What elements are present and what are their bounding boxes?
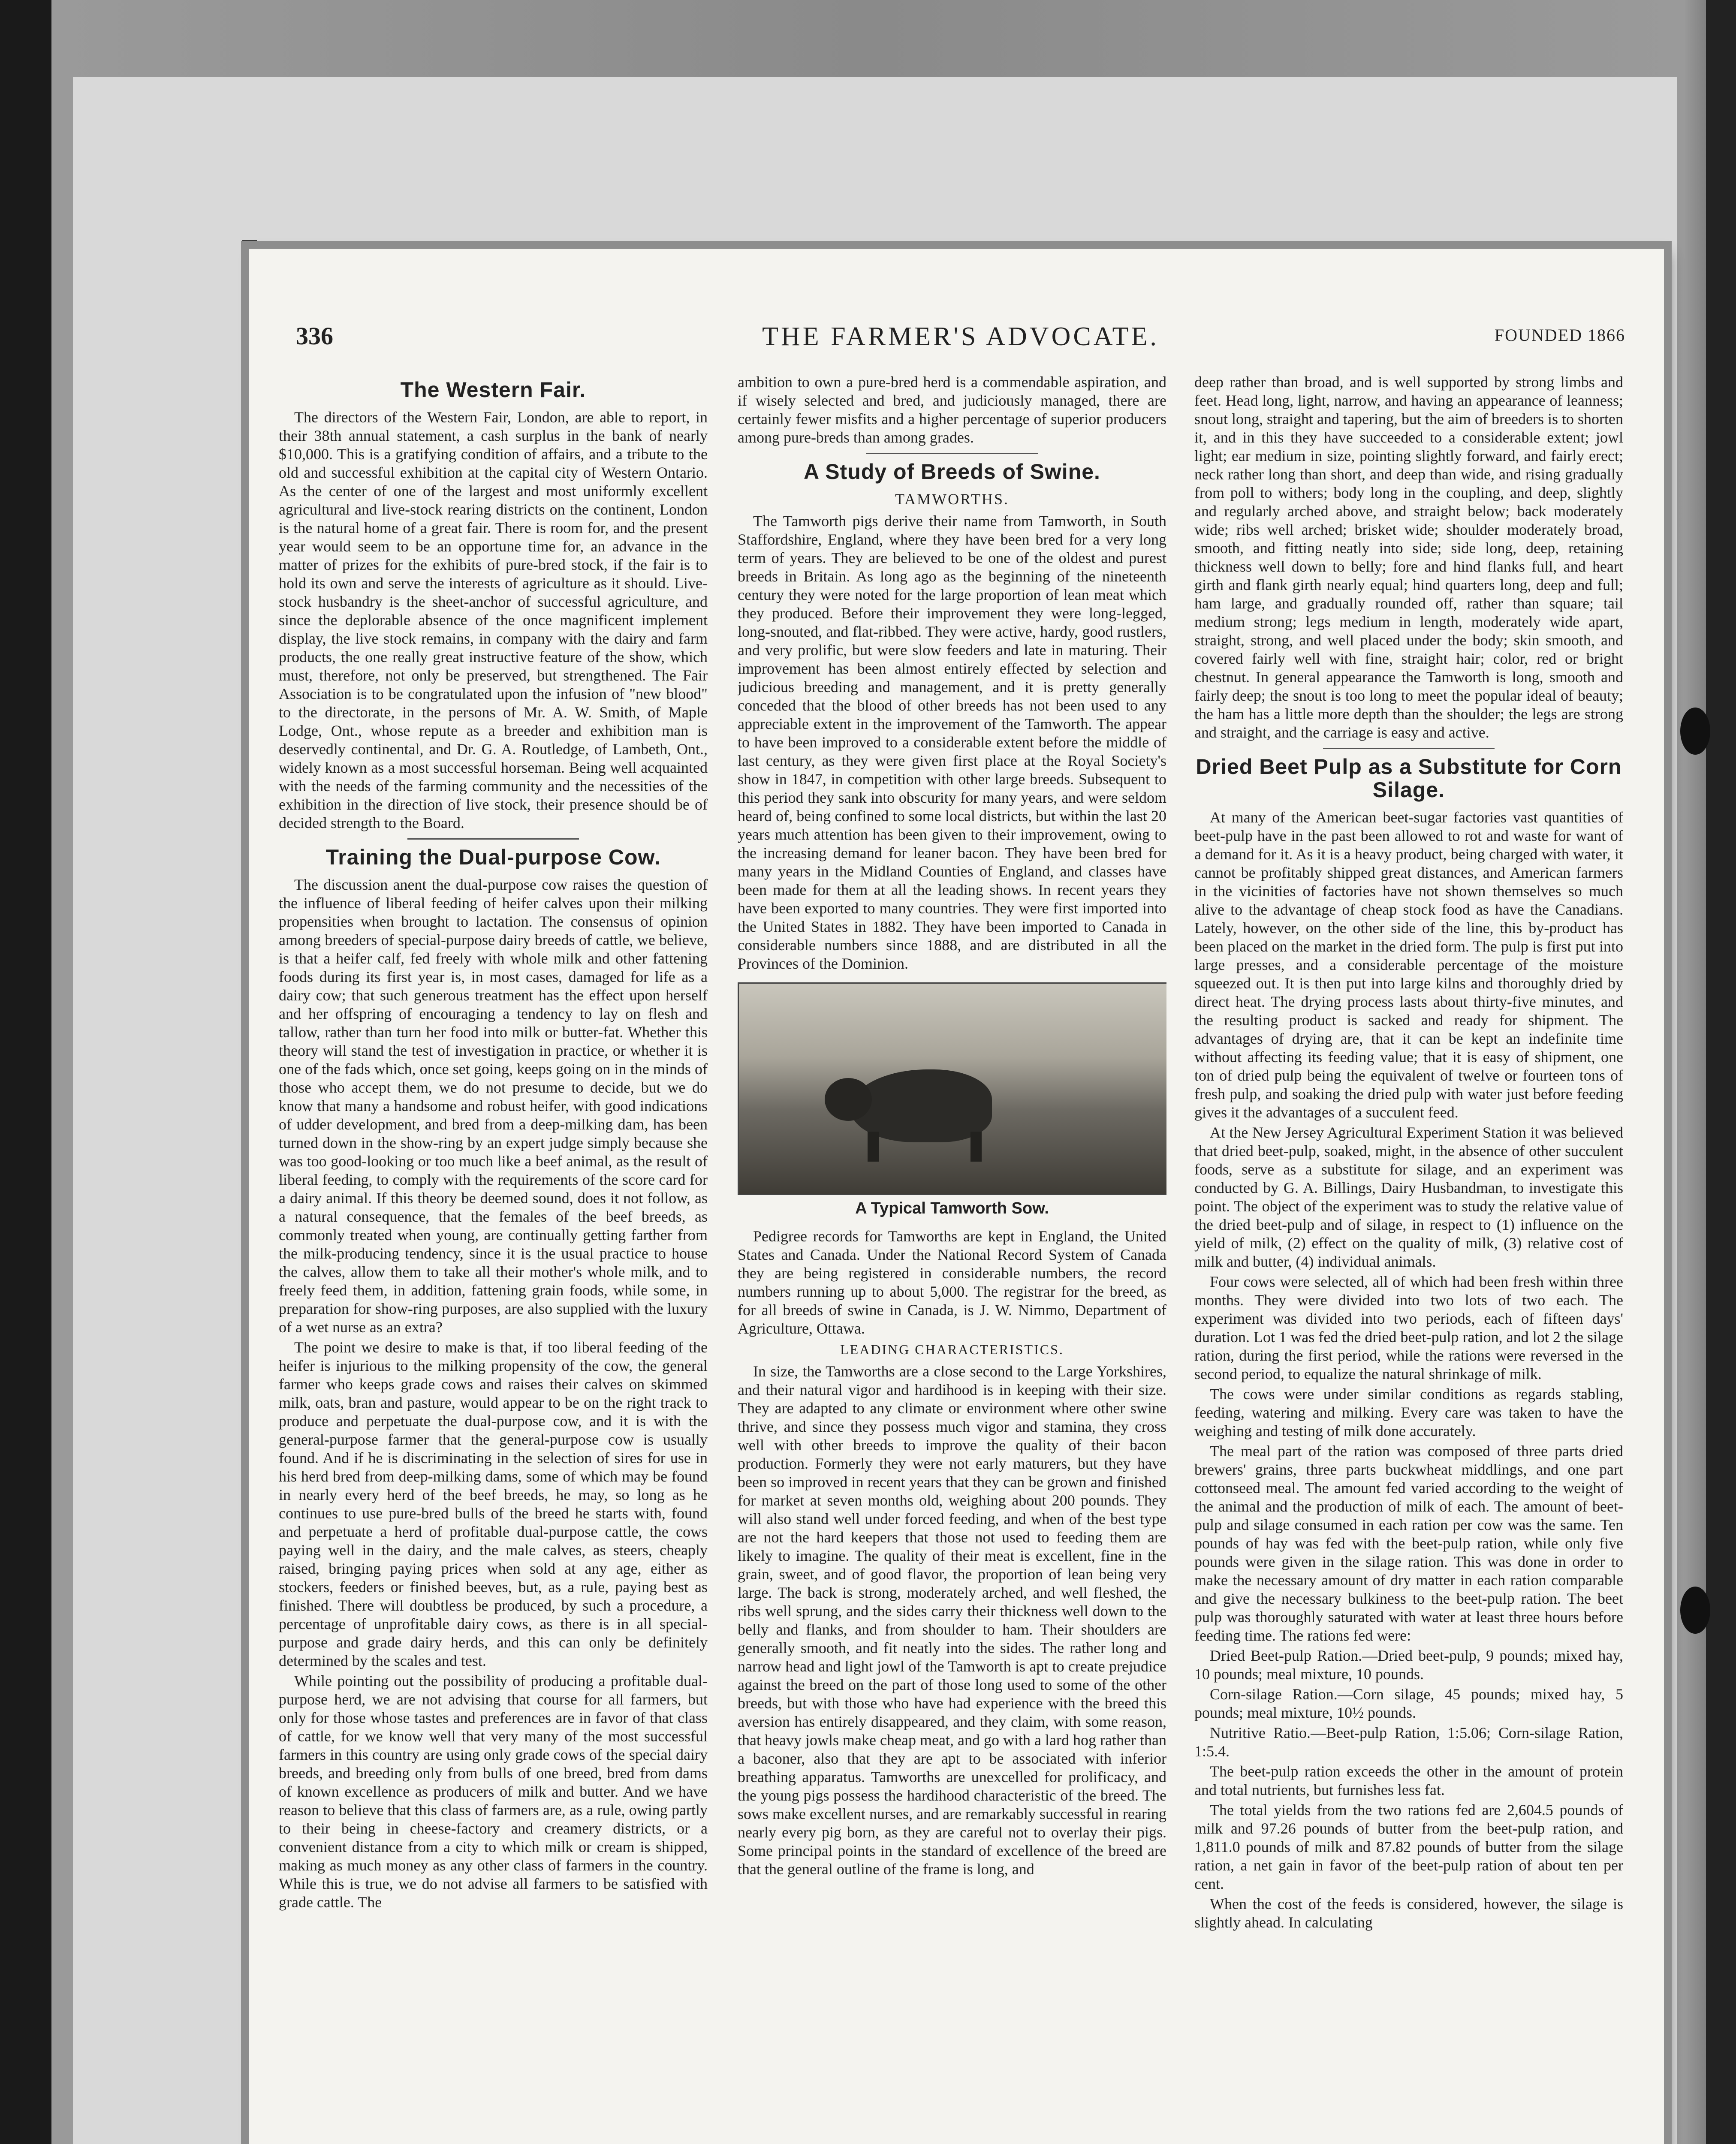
paragraph: Pedigree records for Tamworths are kept in England, the United States and Canada. Under the National Record System of Canada they are being registered in considerable numbers, the record numbers running up to about 5,000. The registrar for the breed, as for all breeds of swine in Canada, is J. W. Nimmo, Department of Agriculture, Ottawa.	[738, 1228, 1166, 1337]
paragraph: In size, the Tamworths are a close second to the Large Yorkshires, and their natural vigor and hardihood is in keeping with their size. They are adapted to any climate or environment where other swine thrive, and since they possess much vigor and stamina, they cross well with other breeds to improve the quality of their bacon production. Formerly they were not early maturers, but they have been so improved in recent years that they can be grown and finished for market at seven months old, weighing about 200 pounds. They will also stand well under forced feeding, and when of the best type are not the hard keepers that those not used to feeding them are likely to imagine. The quality of their meat is excellent, fine in the grain, sweet, and of good flavor, the proportion of lean being very large. The back is strong, moderately arched, and well fleshed, the ribs well sprung, and the sides carry their thickness well down to the belly and flanks, and from shoulder to ham. Their shoulders are generally smooth, and fit neatly into the sides. The rather long and narrow head and light jowl of the Tamworth is apt to create prejudice against the breed on the part of those long used to some of the other breeds, but with those who have had experience with the breed this aversion has entirely disappeared, and they claim, with some reason, that heavy jowls make cheap meat, and go with a lard hog rather than a baconer, also that they are apt to be associated with inferior breathing apparatus. Tamworths are unexcelled for prolificacy, and the young pigs possess the hardihood characteristic of the breed. The sows make excellent nurses, and are remarkably successful in rearing nearly every pig born, as they are careful not to overlay their pigs. Some principal points in the standard of excellence of the breed are that the general outline of the frame is long, and	[738, 1363, 1166, 1878]
newspaper-page	[249, 249, 1664, 2144]
paragraph: The beet-pulp ration exceeds the other in the amount of protein and total nutrients, but furnishes less fat.	[1194, 1763, 1623, 1798]
journal-title: THE FARMER'S ADVOCATE.	[762, 322, 1159, 351]
paragraph: ambition to own a pure-bred herd is a commendable aspiration, and if wisely selected and bred, and judiciously managed, there are certainly fewer misfits and a higher percentage of superior producers among pure-breds than among grades.	[738, 373, 1166, 446]
subheading-leading-characteristics: LEADING CHARACTERISTICS.	[840, 1342, 1064, 1357]
paragraph: deep rather than broad, and is well supported by strong limbs and feet. Head long, light, narrow, and having an appearance of leanness; snout long, straight and tapering, but the aim of breeders is to shorten it, and in this they have succeeded to a considerable extent; jowl light; ear medium in size, pointing slightly forward, and fairly erect; neck rather long than short, and deep than wide, and rising gradually from poll to withers; body long in the coupling, and deep, slightly and regularly arched above, and straight below; back moderately wide; ribs well arched; brisket wide; shoulder moderately broad, smooth, and fitting neatly into side; side long, deep, retaining thickness well down to belly; fore and hind flanks full, and heart girth and flank girth nearly equal; hind quarters long, deep and full; ham large, and gradually rounded off, rather than square; tail medium strong; legs medium in length, moderately wide apart, straight, strong, and well placed under the body; skin smooth, and covered fairly well with fine, straight hair; color, red or bright chestnut. In general appearance the Tamworth is long, smooth and fairly deep; the snout is too long to meet the popular ideal of beauty; the ham has a little more depth than the shoulder; the legs are strong and straight, and the carriage is easy and active.	[1194, 373, 1623, 741]
column-2	[738, 373, 1166, 2110]
sow-head	[825, 1078, 872, 1121]
photo-caption: A Typical Tamworth Sow.	[855, 1199, 1049, 1217]
binding-hole	[1680, 708, 1710, 755]
tamworth-sow-photo	[738, 982, 1166, 1195]
paragraph: The Tamworth pigs derive their name from Tamworth, in South Staffordshire, England, where they have been bred for a very long term of years. They are believed to be one of the oldest and purest breeds in Britain. As long ago as the beginning of the nineteenth century they were noted for the large proportion of lean meat which they produced. Before their improvement they were long-legged, long-snouted, and flat-ribbed. They were active, hardy, good rustlers, and very prolific, but were slow feeders and late in maturing. Their improvement has been almost entirely effected by selection and judicious breeding and management, and it is pretty generally conceded that the blood of other breeds has not been used to any appreciable extent in the improvement of the Tamworth. The appear to have been improved to a considerable extent before the middle of last century, as they were given first place at the Royal Society's show in 1847, in competition with other large breeds. Subsequent to this period they sank into obscurity for many years, and were seldom heard of, being confined to some local districts, but within the last 20 years much attention has been given to their improvement, owing to the increasing demand for leaner bacon. They have been bred for many years in the Midland Counties of England, and classes have been made for them at all the leading shows. In recent years they have been exported to many countries. They were first imported into the United States in 1882. They have been imported to Canada in considerable numbers since 1888, and are distributed in all the Provinces of the Dominion.	[738, 512, 1166, 972]
paragraph: The discussion anent the dual-purpose cow raises the question of the influence of liberal feeding of heifer calves upon their milking propensities when brought to lactation. The consensus of opinion among breeders of special-purpose dairy breeds of cattle, we believe, is that a heifer calf, fed freely with whole milk and other fattening foods during its first year is, in most cases, damaged for life as a dairy cow; that such generous treatment has the effect upon herself and her offspring of encouraging a tendency to lay on flesh and tallow, rather than turn her food into milk or butter-fat. Whether this theory will stand the test of investigation in practice, or whether it is one of the fads which, once set going, keeps going on in the minds of those who accept them, we do not presume to decide, but we do know that many a handsome and robust heifer, with good indications of udder development, and bred from a deep-milking dam, has been turned down in the show-ring by an expert judge simply because she was too good-looking or too much like a beef animal, as the result of liberal feeding, to comply with the requirements of the score card for a dairy animal. If this theory be deemed sound, does it not follow, as a natural consequence, that the females of the beef breeds, as commonly treated when young, are continually getting farther from the milk-producing tendency, since it is the usual practice to house the calves, allow them to take all their mother's whole milk, and to freely feed them, in addition, fattening grain foods, while some, in preparation for show-ring purposes, are also supplied with the luxury of a wet nurse as an extra?	[279, 876, 708, 1336]
paragraph: Corn-silage Ration.—Corn silage, 45 pounds; mixed hay, 5 pounds; meal mixture, 10½ pounds.	[1194, 1686, 1623, 1721]
paragraph: While pointing out the possibility of producing a profitable dual-purpose herd, we are not advising that course for all farmers, but only for those whose tastes and preferences are in favor of that class of cattle, for we know well that very many of the most successful farmers in this country are using only grade cows of the special dairy breeds, and breeding only from bulls of one breed, bred from dams of known excellence as producers of milk and butter. And we have reason to believe that this class of farmers are, as a rule, owing partly to their being in cheese-factory and creamery districts, or a convenient distance from a city to which milk or cream is shipped, making as much money as any other class of farmers in the country. While this is true, we do not advise all farmers to be satisfied with grade cattle. The	[279, 1672, 708, 1911]
divider	[1323, 748, 1495, 749]
paragraph: Four cows were selected, all of which had been fresh within three months. They were divided into two lots of two each. The experiment was divided into two periods, each of fifteen days' duration. Lot 1 was fed the dried beet-pulp ration, and lot 2 the silage ration, during the first period, while the rations were reversed in the second period, to equalize the natural shrinkage of milk.	[1194, 1273, 1623, 1382]
paragraph: The cows were under similar conditions as regards stabling, feeding, watering and milking. Every care was taken to have the weighing and testing of milk done accurately.	[1194, 1385, 1623, 1439]
founded-label: FOUNDED 1866	[1494, 325, 1625, 345]
paragraph: When the cost of the feeds is considered, however, the silage is slightly ahead. In calculating	[1194, 1895, 1623, 1931]
article-title-western-fair: The Western Fair.	[400, 378, 586, 402]
paragraph: The directors of the Western Fair, London, are able to report, in their 38th annual statement, a cash surplus in the bank of nearly $10,000. This is a gratifying condition of affairs, and a tribute to the old and successful exhibition at the capital city of Western Ontario. As the center of one of the largest and most uniformly excellent agricultural and live-stock rearing districts on the continent, London is the natural home of a great fair. There is room for, and the present year would seem to be an opportune time for, an advance in the matter of prizes for the exhibits of pure-bred stock, if the fair is to hold its own and serve the interests of agriculture as it should. Live-stock husbandry is the sheet-anchor of successful agriculture, and since the deplorable absence of the once magnificent implement display, the live stock remains, in company with the dairy and farm products, the one really great instructive feature of the show, which must, therefore, not only be preserved, but strengthened. The Fair Association is to be congratulated upon the infusion of "new blood" to the directorate, in the persons of Mr. A. W. Smith, of Maple Lodge, Ont., whose repute as a breeder and exhibition man is deservedly continental, and Dr. G. A. Routledge, of Lambeth, Ont., widely known as a most successful horseman. Being well acquainted with the needs of the farming community and the necessities of the exhibition in the direction of live stock, their presence should be of decided strength to the Board.	[279, 409, 708, 831]
binding-hole	[1680, 1587, 1710, 1634]
article-title-beet-pulp: Dried Beet Pulp as a Substitute for Corn Silage.	[1196, 755, 1622, 802]
paragraph: The total yields from the two rations fed are 2,604.5 pounds of milk and 97.26 pounds of butter from the beet-pulp ration, and 1,811.0 pounds of milk and 87.82 pounds of butter from the silage ration, a net gain in favor of the beet-pulp ration of about ten per cent.	[1194, 1801, 1623, 1892]
article-title-dual-purpose-cow: Training the Dual-purpose Cow.	[326, 845, 661, 869]
paragraph: Dried Beet-pulp Ration.—Dried beet-pulp, 9 pounds; mixed hay, 10 pounds; meal mixture, 10 pounds.	[1194, 1647, 1623, 1683]
sow-leg	[970, 1132, 982, 1162]
paragraph: The point we desire to make is that, if too liberal feeding of the heifer is injurious to the milking propensity of the cow, the general farmer who keeps grade cows and raises their calves on skimmed milk, oats, bran and pasture, would appear to be on the right track to produce and perpetuate the dual-purpose cow, and it is with the general-purpose farmer that the general-purpose cow is usually found. And if he is discriminating in the selection of sires for use in his herd bred from deep-milking dams, some of which may be found in nearly every herd of the beef breeds, he may, so long as he continues to use pure-bred bulls of the breed he starts with, found and perpetuate a herd of profitable dual-purpose cattle, the cows paying well in the dairy, and the male calves, as steers, cheaply raised, bringing paying prices when sold at any age, either as stockers, feeders or finished beeves, but, as a rule, paying best as finished. There will doubtless be produced, by such a procedure, a percentage of unprofitable dairy cows, as there is in all special-purpose and grade dairy herds, and this can only be definitely determined by the scales and test.	[279, 1339, 708, 1669]
column-1	[279, 373, 708, 2110]
paragraph: Nutritive Ratio.—Beet-pulp Ration, 1:5.06; Corn-silage Ration, 1:5.4.	[1194, 1724, 1623, 1760]
scanner-left-edge	[0, 0, 51, 2144]
paragraph: The meal part of the ration was composed of three parts dried brewers' grains, three parts buckwheat middlings, and one part cottonseed meal. The amount fed varied according to the weight of the animal and the production of milk of each. The amount of beet-pulp and silage consumed in each ration per cow was the same. Ten pounds of hay was fed with the beet-pulp ration, while only five pounds were given in the silage ration. This was done in order to make the necessary amount of dry matter in each ration comparable and give the necessary bulkiness to the beet-pulp ration. The beet pulp was thoroughly saturated with water at least three hours before feeding time. The rations fed were:	[1194, 1442, 1623, 1644]
article-subtitle-tamworths: TAMWORTHS.	[895, 491, 1009, 508]
page-header	[296, 322, 1625, 360]
article-title-swine: A Study of Breeds of Swine.	[804, 460, 1100, 484]
divider	[866, 453, 1038, 454]
paragraph: At many of the American beet-sugar factories vast quantities of beet-pulp have in the past been allowed to rot and waste for want of a demand for it. As it is a heavy product, being charged with water, it cannot be profitably shipped great distances, and American farmers in the vicinities of factories have not shown themselves so much alive to the advantage of cheap stock food as have the Canadians. Lately, however, on the other side of the line, this by-product has been placed on the market in the dried form. The pulp is first put into large presses, and a considerable percentage of the moisture squeezed out. It is then put into large kilns and thoroughly dried by direct heat. The drying process lasts about thirty-five minutes, and the resulting product is sacked and ready for shipment. The advantages of drying are, that it can be kept an indefinite time without affecting its feeding value; that it is easy of shipment, one ton of dried pulp being the equivalent of twelve or fourteen tons of fresh pulp, and soaking the dried pulp with water just before feeding gives it the advantages of a succulent feed.	[1194, 809, 1623, 1121]
sow-leg	[868, 1132, 879, 1162]
page-number: 336	[296, 322, 333, 350]
paragraph: At the New Jersey Agricultural Experiment Station it was believed that dried beet-pulp, soaked, might, in the absence of other succulent foods, serve as a substitute for silage, and an experiment was conducted by G. A. Billings, Dairy Husbandman, to investigate this point. The object of the experiment was to study the relative value of the dried beet-pulp and of silage, in respect to (1) influence on the yield of milk, (2) effect on the quality of milk, (3) relative cost of milk and butter, (4) individual animals.	[1194, 1124, 1623, 1270]
divider	[407, 838, 579, 840]
column-3	[1194, 373, 1623, 2110]
scanner-right-edge	[1706, 0, 1736, 2144]
